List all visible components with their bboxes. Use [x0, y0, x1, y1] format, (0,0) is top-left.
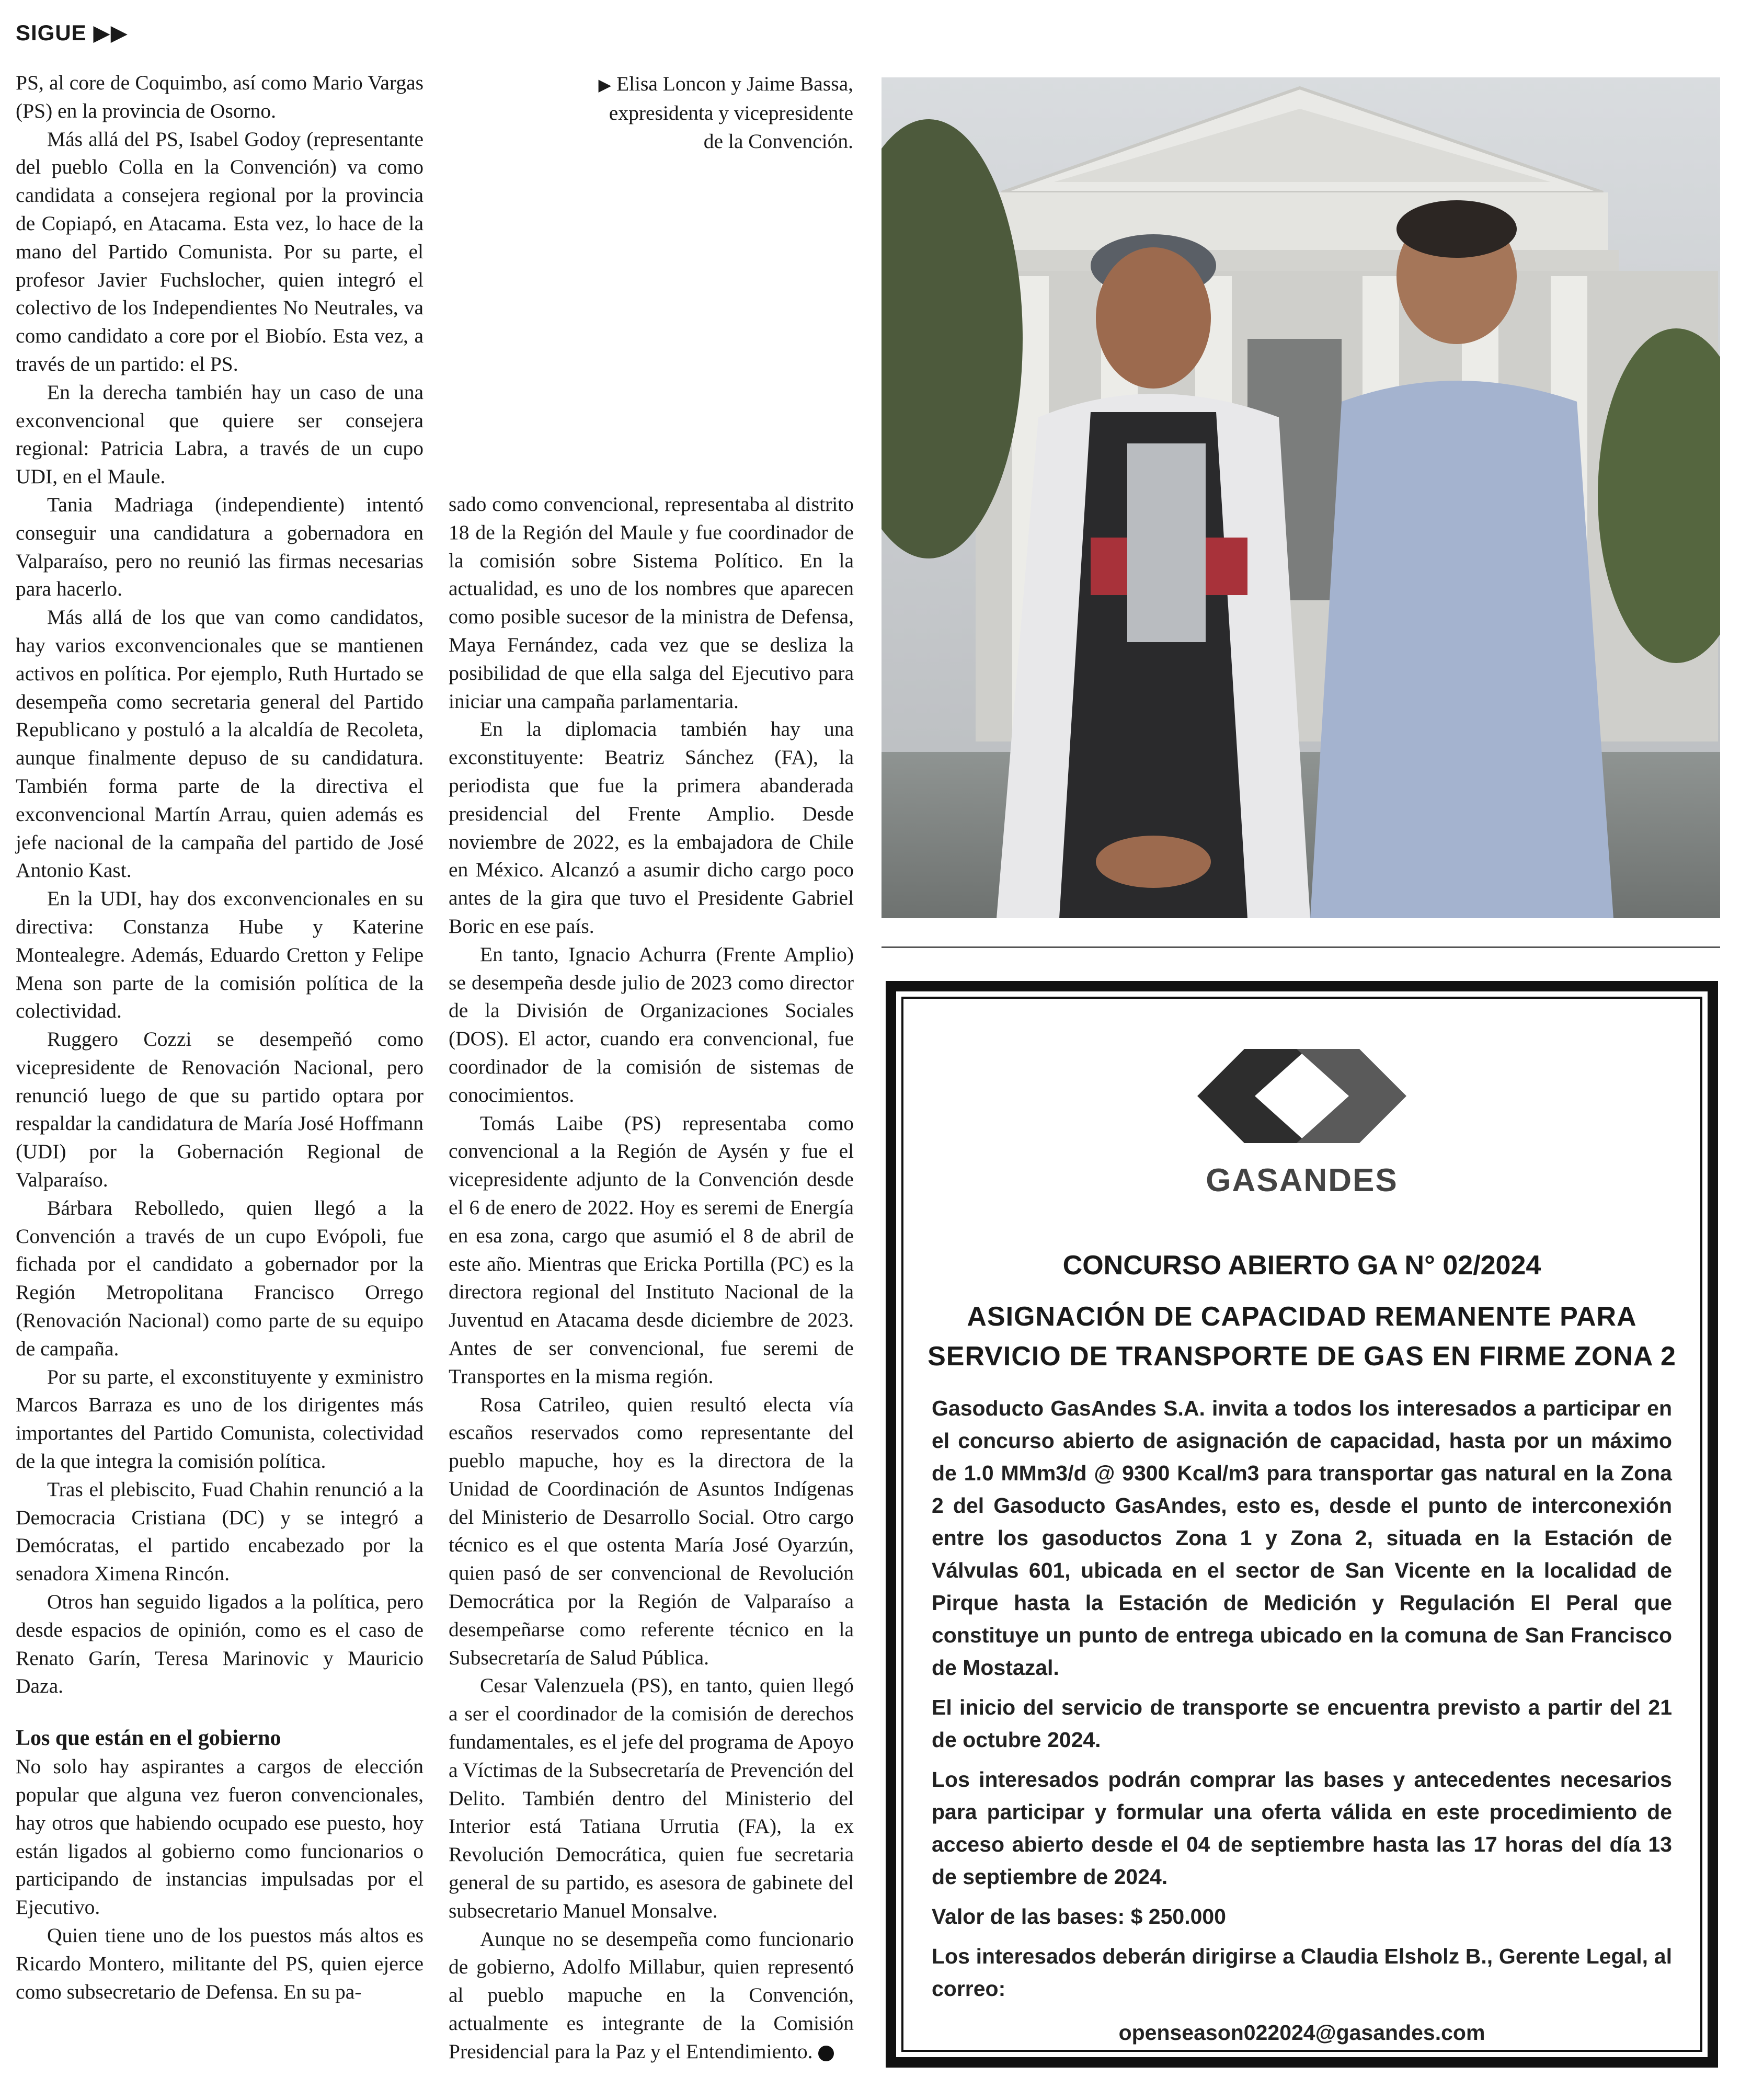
advertisement [886, 981, 1718, 2068]
paragraph: No solo hay aspirantes a cargos de elección popular que alguna vez fueron convencionales, hay otros que habiendo ocupado ese puesto, hoy están ligados al gobierno como funcionarios o participando de instancias impulsadas por el Ejecutivo. [16, 1755, 423, 1919]
paragraph: Por su parte, el exconstituyente y exministro Marcos Barraza es uno de los dirigentes más importantes del Partido Comunista, colectividad de la que integra la comisión política. [16, 1365, 423, 1473]
photo-caption [529, 70, 853, 155]
paragraph: En tanto, Ignacio Achurra (Frente Amplio) se desempeña desde julio de 2023 como director de la División de Organizaciones Sociales (DOS). El actor, cuando era convencional, fue coordinador de la comisión de sistemas de conocimientos. [449, 942, 854, 1106]
gasandes-logo-icon [1192, 1044, 1412, 1148]
paragraph: Más allá de los que van como candidatos, hay varios exconvencionales que se mantienen activos en política. Por ejemplo, Ruth Hurtado se desempeña como secretaria general del Partido Republicano y postuló a la alcaldía de Recoleta, aunque finalmente depuso de su candidatura. También forma parte de la directiva el exconvencional Martín Arrau, quien además es jefe nacional de la campaña del partido de José Antonio Kast. [16, 606, 423, 882]
paragraph: Bárbara Rebolledo, quien llegó a la Convención a través de un cupo Evópoli, fue fichada por el candidato a gobernador por la Región Metropolitana Francisco Orrego (Renovación Nacional) como parte de su equipo de campaña. [16, 1196, 423, 1360]
paragraph: En la UDI, hay dos exconvencionales en su directiva: Constanza Hube y Katerine Montealegre. Además, Eduardo Cretton y Felipe Mena son parte de la comisión política de la colectividad. [16, 887, 423, 1023]
paragraph: Ruggero Cozzi se desempeñó como vicepresidente de Renovación Nacional, pero renunció luego de que su partido optara por respaldar la candidatura de María José Hoffmann (UDI) por la Gobernación Regional de Valparaíso. [16, 1028, 423, 1192]
ad-paragraph: Los interesados podrán comprar las bases y antecedentes necesarios para participar y formular una oferta válida en este procedimiento de acceso abierto desde el 04 de septiembre hasta las 17 horas del día 13 de septiembre de 2024. [932, 1767, 1672, 1889]
advertisement-body [932, 1392, 1672, 2056]
article-column-2 [449, 490, 854, 2066]
paragraph [449, 1925, 854, 2066]
paragraph: En la diplomacia también hay una exconstituyente: Beatriz Sánchez (FA), la periodista que fue la primera abanderada presidencial del Frente Amplio. Desde noviembre de 2022, es la embajadora de Chile en México. Alcanzó a asumir dicho cargo poco antes de la gira que tuvo el Presidente Gabriel Boric en ese país. [449, 717, 854, 938]
contact-email: openseason022024@gasandes.com [1118, 2021, 1485, 2045]
continues-marker: SIGUE ▶▶ [16, 20, 128, 45]
paragraph: Cesar Valenzuela (PS), en tanto, quien llegó a ser el coordinador de la comisión de derechos fundamentales, es el jefe del programa de Apoyo a Víctimas de la Subsecretaría de Prevención del Delito. También dentro del Ministerio del Interior está Tatiana Urrutia (FA), la ex Revolución Democrática, quien fue secretaria general de su partido, es asesora de gabinete del subsecretario Manuel Monsalve. [449, 1674, 854, 1922]
paragraph: sado como convencional, representaba al distrito 18 de la Región del Maule y fue coordinador de la comisión sobre Sistema Político. En la actualidad, es uno de los nombres que aparecen como posible sucesor de la ministra de Defensa, Maya Fernández, cada vez que se desliza la posibilidad de que ella salga del Ejecutivo para iniciar una campaña parlamentaria. [449, 493, 854, 713]
brand-name: GASANDES [1206, 1162, 1398, 1199]
section-subhead: Los que están en el gobierno [16, 1726, 281, 1751]
paragraph: En la derecha también hay un caso de una exconvencional que quiere ser consejera regional: Patricia Labra, a través de un cupo UDI, en el Maule. [16, 380, 423, 488]
advertisement-frame [896, 991, 1708, 2057]
paragraph-text: Aunque no se desempeña como funcionario de gobierno, Adolfo Millabur, quien representó al pueblo mapuche en la Convención, actualmente es integrante de la Comisión Presidencial para la Paz y el Entendimiento. [449, 1927, 854, 2063]
contest-title: CONCURSO ABIERTO GA N° 02/2024 [1062, 1250, 1541, 1281]
paragraph: Tomás Laibe (PS) representaba como convencional a la Región de Aysén y fue el vicepresidente adjunto de la Convención desde el 6 de enero de 2022. Hoy es seremi de Energía en esa zona, cargo que asumió el 8 de abril de este año. Mientras que Ericka Portilla (PC) es la directora regional del Instituto Nacional de la Juventud en Atacama desde diciembre de 2023. Antes de ser convencional, fue seremi de Transportes en la misma región. [449, 1111, 854, 1388]
ad-paragraph: El inicio del servicio de transporte se encuentra previsto a partir del 21 de octubre 2024. [932, 1695, 1672, 1752]
end-of-article-icon [818, 2046, 834, 2061]
paragraph: Más allá del PS, Isabel Godoy (representante del pueblo Colla en la Convención) va como candidata a consejera regional por la provincia de Copiapó, en Atacama. Esta vez, lo hace de la mano del Partido Comunista. Por su parte, el profesor Javier Fuchslocher, quien integró el colectivo de los Independientes No Neutrales, va como candidato a core por el Biobío. Esta vez, a través de un partido: el PS. [16, 127, 423, 375]
contest-subtitle [898, 1297, 1705, 1376]
photo-illustration [882, 77, 1720, 918]
subtitle-line: ASIGNACIÓN DE CAPACIDAD REMANENTE PARA [967, 1302, 1637, 1332]
caption-line: expresidenta y vicepresidente [609, 101, 853, 124]
paragraph: PS, al core de Coquimbo, así como Mario Vargas (PS) en la provincia de Osorno. [16, 71, 423, 122]
section-divider [882, 946, 1720, 948]
ad-paragraph: Los interesados deberán dirigirse a Claudia Elsholz B., Gerente Legal, al correo: [932, 1944, 1672, 2001]
caption-arrow-icon: ▶ [598, 75, 612, 94]
paragraph: Tania Madriaga (independiente) intentó conseguir una candidatura a gobernadora en Valparaíso, pero no reunió las firmas necesarias para hacerlo. [16, 493, 423, 601]
ad-paragraph: Valor de las bases: $ 250.000 [932, 1904, 1226, 1928]
caption-line: de la Convención. [703, 129, 853, 153]
article-column-1 [16, 69, 423, 2006]
subtitle-line: SERVICIO DE TRANSPORTE DE GAS EN FIRME ZONA 2 [928, 1341, 1676, 1372]
paragraph: Rosa Catrileo, quien resultó electa vía escaños reservados como representante del pueblo mapuche, hoy es la directora de la Unidad de Coordinación de Asuntos Indígenas del Ministerio de Desarrollo Social. Otro cargo técnico es el que ostenta María José Oyarzún, quien pasó de ser convencional de Revolución Democrática por la Región de Valparaíso a desempeñarse como referente técnico en la Subsecretaría de Salud Pública. [449, 1393, 854, 1669]
paragraph: Otros han seguido ligados a la política, pero desde espacios de opinión, como es el caso de Renato Garín, Teresa Marinovic y Mauricio Daza. [16, 1590, 423, 1698]
caption-line: Elisa Loncon y Jaime Bassa, [616, 72, 853, 95]
paragraph: Tras el plebiscito, Fuad Chahin renunció a la Democracia Cristiana (DC) y se integró a Demócratas, el partido encabezado por la senadora Ximena Rincón. [16, 1477, 423, 1585]
article-photo [882, 77, 1720, 918]
ad-paragraph: Gasoducto GasAndes S.A. invita a todos los interesados a participar en el concurso abierto de asignación de capacidad, hasta por un máximo de 1.0 MMm3/d @ 9300 Kcal/m3 para transportar gas natural en la Zona 2 del Gasoducto GasAndes, esto es, desde el punto de interconexión entre los gasoductos Zona 1 y Zona 2, situada en la Estación de Válvulas 601, ubicada en el sector de San Vicente en la localidad de Pirque hasta la Estación de Medición y Regulación El Peral que constituye un punto de entrega ubicado en la comuna de San Francisco de Mostazal. [932, 1396, 1672, 1680]
paragraph: Quien tiene uno de los puestos más altos es Ricardo Montero, militante del PS, quien ejerce como subsecretario de Defensa. En su pa- [16, 1924, 423, 2003]
gasandes-logo [898, 1044, 1705, 1151]
